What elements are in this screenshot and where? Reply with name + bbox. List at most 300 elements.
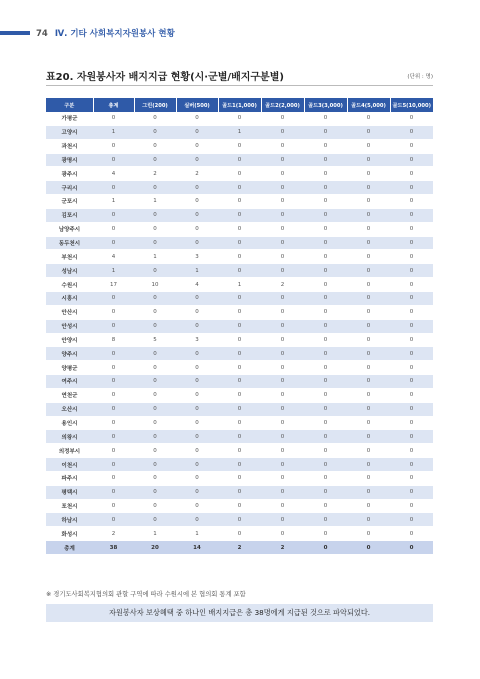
column-header: 실버(500) (176, 98, 218, 112)
table-body (46, 112, 433, 555)
table-cell: 0 (134, 112, 176, 125)
table-cell: 0 (93, 112, 134, 125)
table-cell: 0 (93, 402, 134, 416)
table-cell: 0 (304, 181, 347, 195)
table-cell: 0 (176, 485, 218, 499)
table-cell: 0 (347, 402, 390, 416)
table-cell: 0 (347, 444, 390, 458)
table-cell: 0 (347, 291, 390, 305)
table-cell: 0 (93, 208, 134, 222)
table-cell: 0 (176, 513, 218, 527)
table-cell: 0 (304, 361, 347, 375)
table-cell: 0 (347, 388, 390, 402)
region-name-cell: 여주시 (46, 375, 93, 389)
table-cell: 0 (176, 499, 218, 513)
table-cell: 0 (218, 347, 261, 361)
table-cell: 10 (134, 278, 176, 292)
table-cell: 0 (304, 153, 347, 167)
table-cell: 0 (218, 527, 261, 541)
table-cell: 0 (218, 236, 261, 250)
table-cell: 0 (304, 375, 347, 389)
table-cell: 0 (304, 250, 347, 264)
table-cell: 0 (134, 236, 176, 250)
table-cell: 0 (390, 167, 433, 181)
table-cell: 0 (347, 513, 390, 527)
table-cell: 1 (218, 278, 261, 292)
table-cell: 0 (390, 112, 433, 125)
total-cell: 2 (261, 541, 304, 555)
table-cell: 0 (261, 236, 304, 250)
table-cell: 0 (134, 139, 176, 153)
table-cell: 1 (176, 527, 218, 541)
table-cell: 0 (93, 416, 134, 430)
table-cell: 0 (347, 125, 390, 139)
column-header: 골드3(3,000) (304, 98, 347, 112)
table-cell: 0 (261, 125, 304, 139)
table-row (46, 444, 433, 458)
table-cell: 0 (218, 319, 261, 333)
table-cell: 0 (134, 305, 176, 319)
table-cell: 0 (93, 471, 134, 485)
table-cell: 0 (304, 236, 347, 250)
table-cell: 0 (304, 430, 347, 444)
table-cell: 0 (93, 153, 134, 167)
region-name-cell: 안산시 (46, 305, 93, 319)
table-cell: 0 (304, 527, 347, 541)
table-cell: 0 (218, 402, 261, 416)
total-cell: 0 (347, 541, 390, 555)
table-cell: 0 (134, 416, 176, 430)
table-unit: (단위 : 명) (407, 74, 433, 80)
table-cell: 1 (134, 195, 176, 209)
table-row (46, 333, 433, 347)
table-cell: 0 (218, 112, 261, 125)
table-cell: 17 (93, 278, 134, 292)
table-cell: 1 (93, 264, 134, 278)
table-row (46, 153, 433, 167)
table-cell: 0 (261, 485, 304, 499)
table-cell: 0 (176, 319, 218, 333)
table-cell: 0 (176, 444, 218, 458)
table-cell: 0 (93, 305, 134, 319)
table-cell: 0 (261, 375, 304, 389)
table-cell: 0 (390, 222, 433, 236)
table-cell: 0 (261, 222, 304, 236)
table-cell: 0 (347, 167, 390, 181)
table-cell: 0 (390, 278, 433, 292)
table-cell: 0 (347, 499, 390, 513)
table-row (46, 125, 433, 139)
table-cell: 0 (347, 208, 390, 222)
table-cell: 0 (176, 388, 218, 402)
table-cell: 0 (390, 444, 433, 458)
table-cell: 0 (176, 291, 218, 305)
table-cell: 0 (134, 181, 176, 195)
summary-box: 자원봉사자 보상혜택 중 하나인 배지지급은 총 38명에게 지급된 것으로 파악되었다. (46, 604, 433, 622)
table-cell: 0 (134, 264, 176, 278)
table-cell: 0 (304, 388, 347, 402)
table-cell: 0 (176, 361, 218, 375)
table-note: ※ 경기도사회복지협의회 관할 구역에 따라 수원시에 본 협의회 통계 포함 (46, 591, 246, 598)
table-cell: 0 (261, 139, 304, 153)
table-row (46, 471, 433, 485)
table-row (46, 319, 433, 333)
table-row (46, 112, 433, 125)
table-row (46, 208, 433, 222)
table-row (46, 430, 433, 444)
table-row (46, 375, 433, 389)
table-cell: 0 (93, 347, 134, 361)
table-row (46, 139, 433, 153)
table-cell: 0 (304, 444, 347, 458)
table-cell: 0 (347, 264, 390, 278)
table-cell: 0 (304, 458, 347, 472)
table-cell: 0 (347, 347, 390, 361)
table-cell: 0 (347, 333, 390, 347)
table-cell: 0 (176, 222, 218, 236)
table-cell: 0 (261, 347, 304, 361)
table-cell: 0 (347, 527, 390, 541)
table-cell: 0 (304, 513, 347, 527)
region-name-cell: 오산시 (46, 402, 93, 416)
table-cell: 0 (304, 208, 347, 222)
table-cell: 0 (93, 458, 134, 472)
table-cell: 2 (261, 278, 304, 292)
table-cell: 0 (218, 333, 261, 347)
region-name-cell: 파주시 (46, 471, 93, 485)
table-cell: 0 (93, 236, 134, 250)
table-row (46, 388, 433, 402)
table-cell: 0 (93, 291, 134, 305)
table-cell: 0 (347, 139, 390, 153)
table-cell: 0 (218, 250, 261, 264)
table-cell: 0 (261, 458, 304, 472)
table-cell: 0 (261, 181, 304, 195)
table-cell: 0 (390, 195, 433, 209)
table-cell: 0 (176, 305, 218, 319)
table-cell: 0 (347, 181, 390, 195)
table-cell: 0 (261, 291, 304, 305)
table-cell: 0 (347, 222, 390, 236)
table-cell: 0 (304, 222, 347, 236)
table-cell: 0 (390, 430, 433, 444)
table-cell: 0 (390, 125, 433, 139)
total-cell: 2 (218, 541, 261, 555)
table-cell: 1 (218, 125, 261, 139)
region-name-cell: 연천군 (46, 388, 93, 402)
table-cell: 0 (347, 416, 390, 430)
table-cell: 0 (261, 471, 304, 485)
table-cell: 4 (93, 250, 134, 264)
table-cell: 0 (261, 444, 304, 458)
table-cell: 0 (176, 112, 218, 125)
table-cell: 0 (218, 430, 261, 444)
table-cell: 0 (176, 125, 218, 139)
table-cell: 0 (218, 499, 261, 513)
region-name-cell: 양평군 (46, 361, 93, 375)
total-cell: 14 (176, 541, 218, 555)
region-name-cell: 시흥시 (46, 291, 93, 305)
table-cell: 0 (304, 112, 347, 125)
table-row (46, 513, 433, 527)
table-cell: 0 (304, 305, 347, 319)
region-name-cell: 하남시 (46, 513, 93, 527)
page-number: 74 (36, 29, 48, 39)
table-cell: 0 (134, 388, 176, 402)
table-cell: 0 (261, 333, 304, 347)
table-cell: 0 (93, 388, 134, 402)
table-row (46, 181, 433, 195)
table-row (46, 291, 433, 305)
table-cell: 0 (176, 153, 218, 167)
table-cell: 0 (218, 305, 261, 319)
region-name-cell: 김포시 (46, 208, 93, 222)
table-cell: 0 (304, 416, 347, 430)
table-cell: 0 (304, 291, 347, 305)
table-cell: 0 (347, 153, 390, 167)
table-cell: 0 (218, 181, 261, 195)
table-cell: 0 (218, 361, 261, 375)
column-header: 골드4(5,000) (347, 98, 390, 112)
table-cell: 0 (347, 471, 390, 485)
total-cell: 0 (390, 541, 433, 555)
total-row (46, 541, 433, 555)
table-cell: 0 (390, 416, 433, 430)
region-name-cell: 고양시 (46, 125, 93, 139)
table-cell: 0 (218, 444, 261, 458)
table-cell: 0 (93, 181, 134, 195)
table-cell: 0 (134, 347, 176, 361)
column-header: 골드5(10,000) (390, 98, 433, 112)
region-name-cell: 광주시 (46, 167, 93, 181)
table-cell: 0 (176, 208, 218, 222)
region-name-cell: 성남시 (46, 264, 93, 278)
table-cell: 0 (304, 471, 347, 485)
table-cell: 0 (261, 499, 304, 513)
table-cell: 0 (218, 388, 261, 402)
table-cell: 0 (218, 513, 261, 527)
table-cell: 0 (390, 458, 433, 472)
table-row (46, 222, 433, 236)
column-header: 그린(200) (134, 98, 176, 112)
column-header: 골드1(1,000) (218, 98, 261, 112)
table-cell: 0 (304, 278, 347, 292)
title-divider (46, 85, 433, 86)
table-cell: 1 (93, 195, 134, 209)
table-cell: 0 (347, 458, 390, 472)
column-header: 총계 (93, 98, 134, 112)
region-name-cell: 평택시 (46, 485, 93, 499)
table-cell: 0 (390, 319, 433, 333)
table-cell: 0 (261, 319, 304, 333)
table-cell: 0 (261, 153, 304, 167)
table-cell: 0 (261, 167, 304, 181)
table-cell: 0 (390, 527, 433, 541)
table-row (46, 499, 433, 513)
section-title: Ⅳ. 기타 사회복지자원봉사 현황 (54, 29, 175, 39)
table-cell: 0 (390, 361, 433, 375)
table-cell: 0 (93, 361, 134, 375)
table-cell: 0 (390, 181, 433, 195)
table-cell: 0 (176, 430, 218, 444)
table-row (46, 195, 433, 209)
table-cell: 0 (176, 181, 218, 195)
table-cell: 0 (347, 250, 390, 264)
table-cell: 0 (261, 250, 304, 264)
table-cell: 0 (93, 444, 134, 458)
table-cell: 0 (390, 250, 433, 264)
table-row (46, 305, 433, 319)
region-name-cell: 안성시 (46, 319, 93, 333)
column-header: 골드2(2,000) (261, 98, 304, 112)
region-name-cell: 가평군 (46, 112, 93, 125)
table-cell: 0 (261, 388, 304, 402)
table-cell: 0 (93, 319, 134, 333)
table-row (46, 236, 433, 250)
table-row (46, 264, 433, 278)
table-cell: 0 (261, 305, 304, 319)
table-cell: 0 (347, 305, 390, 319)
table-cell: 2 (93, 527, 134, 541)
table-cell: 0 (218, 458, 261, 472)
table-cell: 0 (347, 485, 390, 499)
table-cell: 5 (134, 333, 176, 347)
region-name-cell: 이천시 (46, 458, 93, 472)
table-cell: 3 (176, 250, 218, 264)
table-cell: 0 (304, 485, 347, 499)
region-name-cell: 과천시 (46, 139, 93, 153)
table-cell: 1 (134, 527, 176, 541)
table-cell: 0 (390, 264, 433, 278)
table-cell: 0 (390, 499, 433, 513)
total-cell: 38 (93, 541, 134, 555)
table-cell: 0 (93, 513, 134, 527)
table-cell: 3 (176, 333, 218, 347)
table-cell: 0 (304, 402, 347, 416)
table-cell: 0 (390, 236, 433, 250)
table-cell: 0 (304, 347, 347, 361)
table-cell: 0 (218, 208, 261, 222)
table-cell: 0 (93, 222, 134, 236)
table-cell: 0 (390, 139, 433, 153)
table-cell: 0 (134, 361, 176, 375)
table-cell: 0 (93, 485, 134, 499)
region-name-cell: 의왕시 (46, 430, 93, 444)
table-cell: 0 (390, 305, 433, 319)
table-cell: 0 (176, 416, 218, 430)
table-cell: 0 (304, 195, 347, 209)
table-cell: 0 (390, 375, 433, 389)
table-cell: 0 (390, 333, 433, 347)
column-header: 구분 (46, 98, 93, 112)
table-cell: 0 (218, 471, 261, 485)
table-cell: 4 (176, 278, 218, 292)
table-cell: 0 (390, 388, 433, 402)
table-cell: 0 (218, 195, 261, 209)
table-cell: 0 (134, 513, 176, 527)
table-cell: 0 (261, 513, 304, 527)
table-cell: 0 (218, 416, 261, 430)
table-cell: 0 (261, 527, 304, 541)
table-cell: 0 (134, 458, 176, 472)
table-cell: 0 (347, 278, 390, 292)
region-name-cell: 화성시 (46, 527, 93, 541)
table-cell: 0 (134, 471, 176, 485)
table-cell: 0 (218, 167, 261, 181)
table-cell: 0 (218, 153, 261, 167)
table-cell: 0 (304, 319, 347, 333)
table-cell: 0 (347, 375, 390, 389)
table-cell: 0 (134, 153, 176, 167)
table-cell: 0 (390, 471, 433, 485)
table-cell: 8 (93, 333, 134, 347)
table-cell: 0 (347, 319, 390, 333)
table-cell: 0 (261, 112, 304, 125)
table-cell: 0 (347, 361, 390, 375)
table-cell: 0 (134, 319, 176, 333)
table-cell: 0 (218, 375, 261, 389)
table-cell: 4 (93, 167, 134, 181)
region-name-cell: 광명시 (46, 153, 93, 167)
table-cell: 1 (93, 125, 134, 139)
table-header-row (46, 98, 433, 112)
table-cell: 0 (347, 112, 390, 125)
table-cell: 0 (261, 264, 304, 278)
badge-table (46, 98, 433, 555)
table-cell: 0 (218, 264, 261, 278)
total-label-cell: 총계 (46, 541, 93, 555)
table-cell: 0 (304, 499, 347, 513)
header-accent-bar (0, 31, 30, 35)
table-row (46, 416, 433, 430)
table-cell: 2 (134, 167, 176, 181)
table-cell: 0 (261, 195, 304, 209)
table-row (46, 347, 433, 361)
table-cell: 0 (304, 167, 347, 181)
region-name-cell: 용인시 (46, 416, 93, 430)
table-cell: 0 (176, 458, 218, 472)
table-cell: 2 (176, 167, 218, 181)
table-cell: 0 (134, 375, 176, 389)
table-cell: 0 (176, 139, 218, 153)
table-cell: 0 (390, 208, 433, 222)
table-cell: 0 (390, 485, 433, 499)
table-row (46, 167, 433, 181)
table-cell: 0 (176, 375, 218, 389)
table-cell: 0 (176, 236, 218, 250)
table-cell: 0 (347, 195, 390, 209)
table-cell: 0 (261, 430, 304, 444)
table-cell: 0 (134, 499, 176, 513)
table-cell: 0 (93, 430, 134, 444)
region-name-cell: 구리시 (46, 181, 93, 195)
total-cell: 0 (304, 541, 347, 555)
region-name-cell: 부천시 (46, 250, 93, 264)
table-cell: 0 (93, 139, 134, 153)
table-cell: 0 (134, 444, 176, 458)
table-cell: 0 (218, 291, 261, 305)
region-name-cell: 동두천시 (46, 236, 93, 250)
table-cell: 0 (304, 125, 347, 139)
table-cell: 0 (176, 195, 218, 209)
region-name-cell: 남양주시 (46, 222, 93, 236)
table-cell: 0 (261, 402, 304, 416)
region-name-cell: 의정부시 (46, 444, 93, 458)
region-name-cell: 수원시 (46, 278, 93, 292)
table-row (46, 485, 433, 499)
region-name-cell: 포천시 (46, 499, 93, 513)
table-cell: 0 (304, 139, 347, 153)
